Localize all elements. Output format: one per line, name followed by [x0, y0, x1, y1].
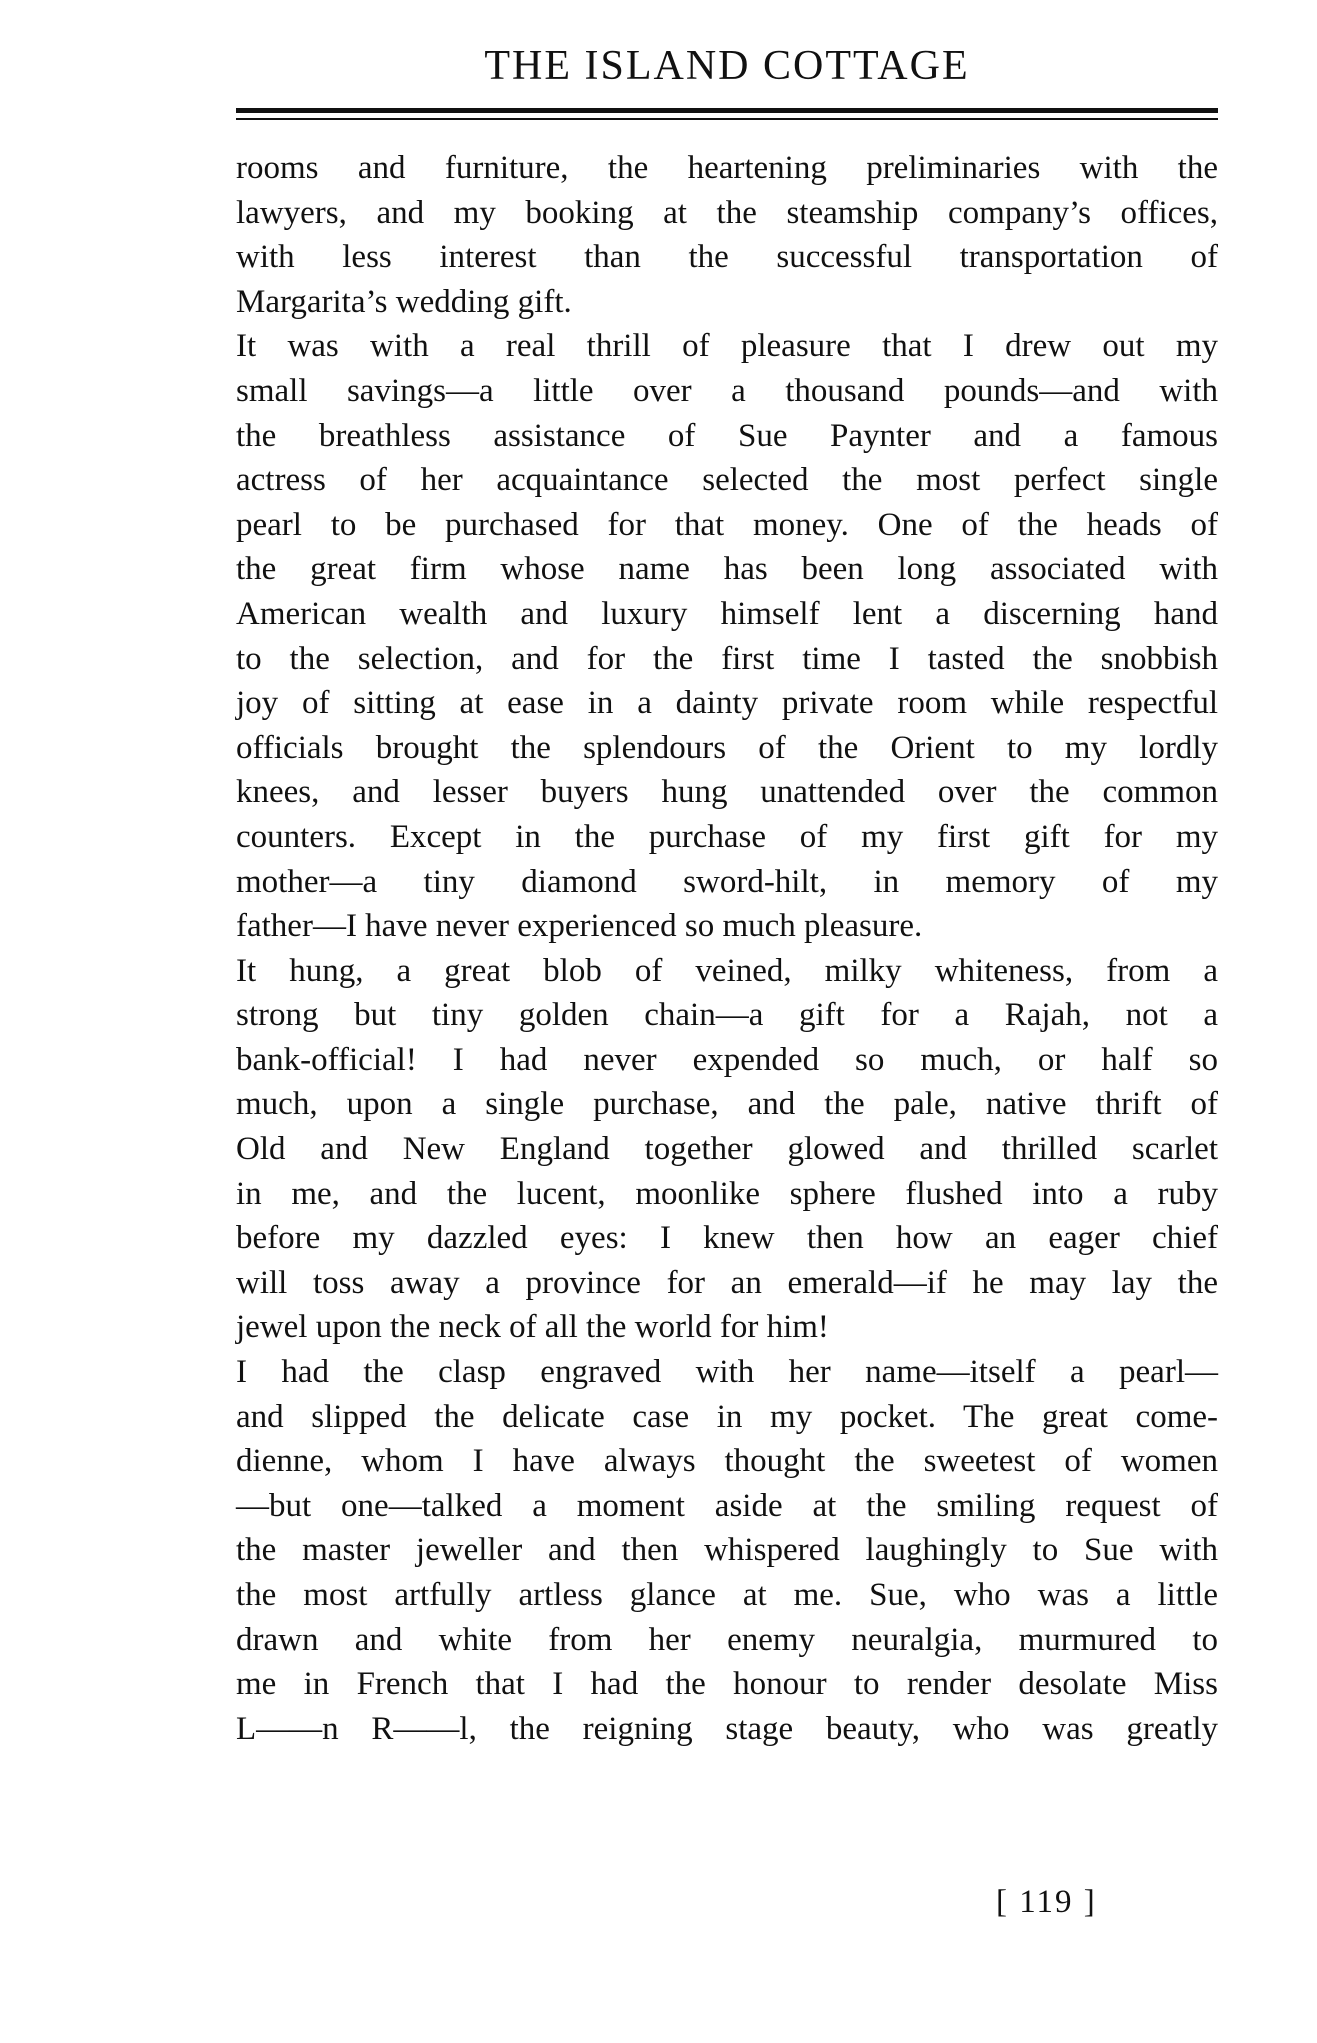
text-line: Margarita’s wedding gift.: [236, 283, 572, 320]
running-header: THE ISLAND COTTAGE: [484, 43, 970, 89]
text-line: I had the clasp engraved with her name—itself a pearl—: [236, 1354, 1218, 1391]
text-line: to the selection, and for the first time I tasted the snobbish: [236, 640, 1218, 677]
text-line: father—I have never experienced so much pleasure.: [236, 908, 923, 945]
body-text: [236, 146, 1218, 1751]
text-line: lawyers, and my booking at the steamship company’s offices,: [236, 194, 1218, 231]
page-number: [ 119 ]: [996, 1884, 1097, 1920]
text-line: the breathless assistance of Sue Paynter and a famous: [236, 417, 1218, 454]
header-rule-thick: [236, 108, 1218, 113]
text-line: counters. Except in the purchase of my first gift for my: [236, 818, 1218, 855]
text-line: small savings—a little over a thousand pounds—and with: [236, 372, 1218, 409]
text-line: the most artfully artless glance at me. Sue, who was a little: [236, 1577, 1218, 1613]
text-line: rooms and furniture, the heartening preliminaries with the: [236, 150, 1218, 186]
text-line: much, upon a single purchase, and the pale, native thrift of: [236, 1086, 1218, 1123]
text-line: will toss away a province for an emerald—if he may lay the: [236, 1264, 1218, 1301]
text-line: officials brought the splendours of the Orient to my lordly: [236, 729, 1218, 766]
text-line: Old and New England together glowed and thrilled scarlet: [236, 1131, 1218, 1168]
text-line: actress of her acquaintance selected the most perfect single: [236, 462, 1218, 499]
text-line: with less interest than the successful transportation of: [236, 239, 1218, 276]
text-line: the great firm whose name has been long associated with: [236, 551, 1218, 588]
text-line: L——n R——l, the reigning stage beauty, who was greatly: [236, 1710, 1218, 1747]
text-line: —but one—talked a moment aside at the smiling request of: [236, 1487, 1218, 1524]
text-line: drawn and white from her enemy neuralgia, murmured to: [236, 1621, 1218, 1658]
text-line: in me, and the lucent, moonlike sphere flushed into a ruby: [236, 1175, 1218, 1212]
text-line: joy of sitting at ease in a dainty private room while respectful: [236, 685, 1218, 722]
text-line: American wealth and luxury himself lent a discerning hand: [236, 595, 1218, 632]
text-line: It was with a real thrill of pleasure that I drew out my: [236, 328, 1218, 365]
text-line: dienne, whom I have always thought the sweetest of women: [236, 1443, 1218, 1480]
text-line: pearl to be purchased for that money. One of the heads of: [236, 506, 1218, 543]
text-line: strong but tiny golden chain—a gift for a Rajah, not a: [236, 997, 1218, 1034]
text-line: It hung, a great blob of veined, milky whiteness, from a: [236, 952, 1218, 989]
text-line: before my dazzled eyes: I knew then how an eager chief: [236, 1220, 1218, 1257]
text-line: and slipped the delicate case in my pocket. The great come-: [236, 1398, 1218, 1435]
text-line: jewel upon the neck of all the world for him!: [236, 1309, 829, 1346]
text-line: me in French that I had the honour to render desolate Miss: [236, 1666, 1218, 1703]
header-rule-thin: [236, 118, 1218, 120]
text-line: knees, and lesser buyers hung unattended over the common: [236, 774, 1218, 811]
text-line: bank-official! I had never expended so much, or half so: [236, 1041, 1218, 1078]
text-line: mother—a tiny diamond sword-hilt, in memory of my: [236, 863, 1218, 900]
text-line: the master jeweller and then whispered laughingly to Sue with: [236, 1532, 1218, 1569]
